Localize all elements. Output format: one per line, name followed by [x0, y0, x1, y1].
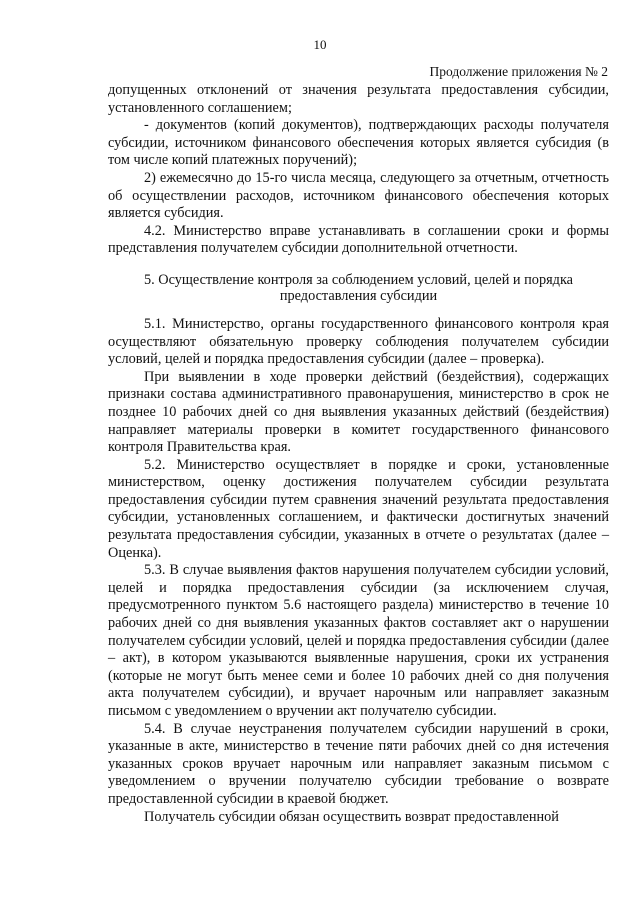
paragraph: 5.1. Министерство, органы государственного финансового контроля края осуществляют обязательную проверку соблюдения получателем субсидии условий, целей и порядка предоставления субсидии (далее – проверка).: [108, 315, 609, 368]
paragraph: 2) ежемесячно до 15-го числа месяца, следующего за отчетным, отчетность об осуществлении расходов, источником финансового обеспечения которых является субсидия.: [108, 169, 609, 222]
paragraph: Получатель субсидии обязан осуществить возврат предоставленной: [144, 808, 559, 825]
section-heading: 5. Осуществление контроля за соблюдением условий, целей и порядка предоставления субсидии: [143, 271, 574, 304]
paragraph: 5.2. Министерство осуществляет в порядке и сроки, установленные министерством, оценку достижения получателем субсидии результата предоставления субсидии путем сравнения значений результата предоставления субсидии, установленных соглашением, и фактически достигнутых значений результата предоставления субсидии, указанных в отчете о результатах (далее – Оценка).: [108, 456, 609, 561]
paragraph: 4.2. Министерство вправе устанавливать в соглашении сроки и формы представления получателем субсидии дополнительной отчетности.: [108, 222, 609, 257]
paragraph: 5.3. В случае выявления фактов нарушения получателем субсидии условий, целей и порядка предоставления субсидии (за исключением случая, предусмотренного пунктом 5.6 настоящего раздела) министерство в течение 10 рабочих дней со дня выявления указанных фактов составляет акт о нарушении получателем субсидии условий, целей и порядка предоставления субсидии (далее – акт), в котором указываются выявленные нарушения, сроки их устранения (которые не могут быть менее семи и более 10 рабочих дней со дня получения акта получателем субсидии), и вручает нарочным или направляет заказным письмом с уведомлением о вручении акт получателю субсидии.: [108, 562, 609, 719]
paragraph: При выявлении в ходе проверки действий (бездействия), содержащих признаки состава административного правонарушения, министерство в срок не позднее 10 рабочих дней со дня выявления указанных действий (бездействия) направляет материалы проверки в комитет государственного финансового контроля Правительства края.: [108, 368, 609, 456]
appendix-header: Продолжение приложения № 2: [429, 64, 608, 79]
paragraph: - документов (копий документов), подтверждающих расходы получателя субсидии, источником финансового обеспечения которых является субсидия (в том числе копий платежных поручений);: [108, 117, 609, 169]
page-number: 10: [313, 37, 327, 52]
paragraph: допущенных отклонений от значения результата предоставления субсидии, установленного соглашением;: [108, 82, 609, 116]
document-body: [108, 82, 609, 826]
paragraph: 5.4. В случае неустранения получателем субсидии нарушений в сроки, указанные в акте, министерство в течение пяти рабочих дней со дня истечения указанных сроков вручает нарочным или направляет заказным письмом с уведомлением о вручении получателю субсидии требование о возврате предоставленной субсидии в краевой бюджет.: [108, 720, 609, 807]
